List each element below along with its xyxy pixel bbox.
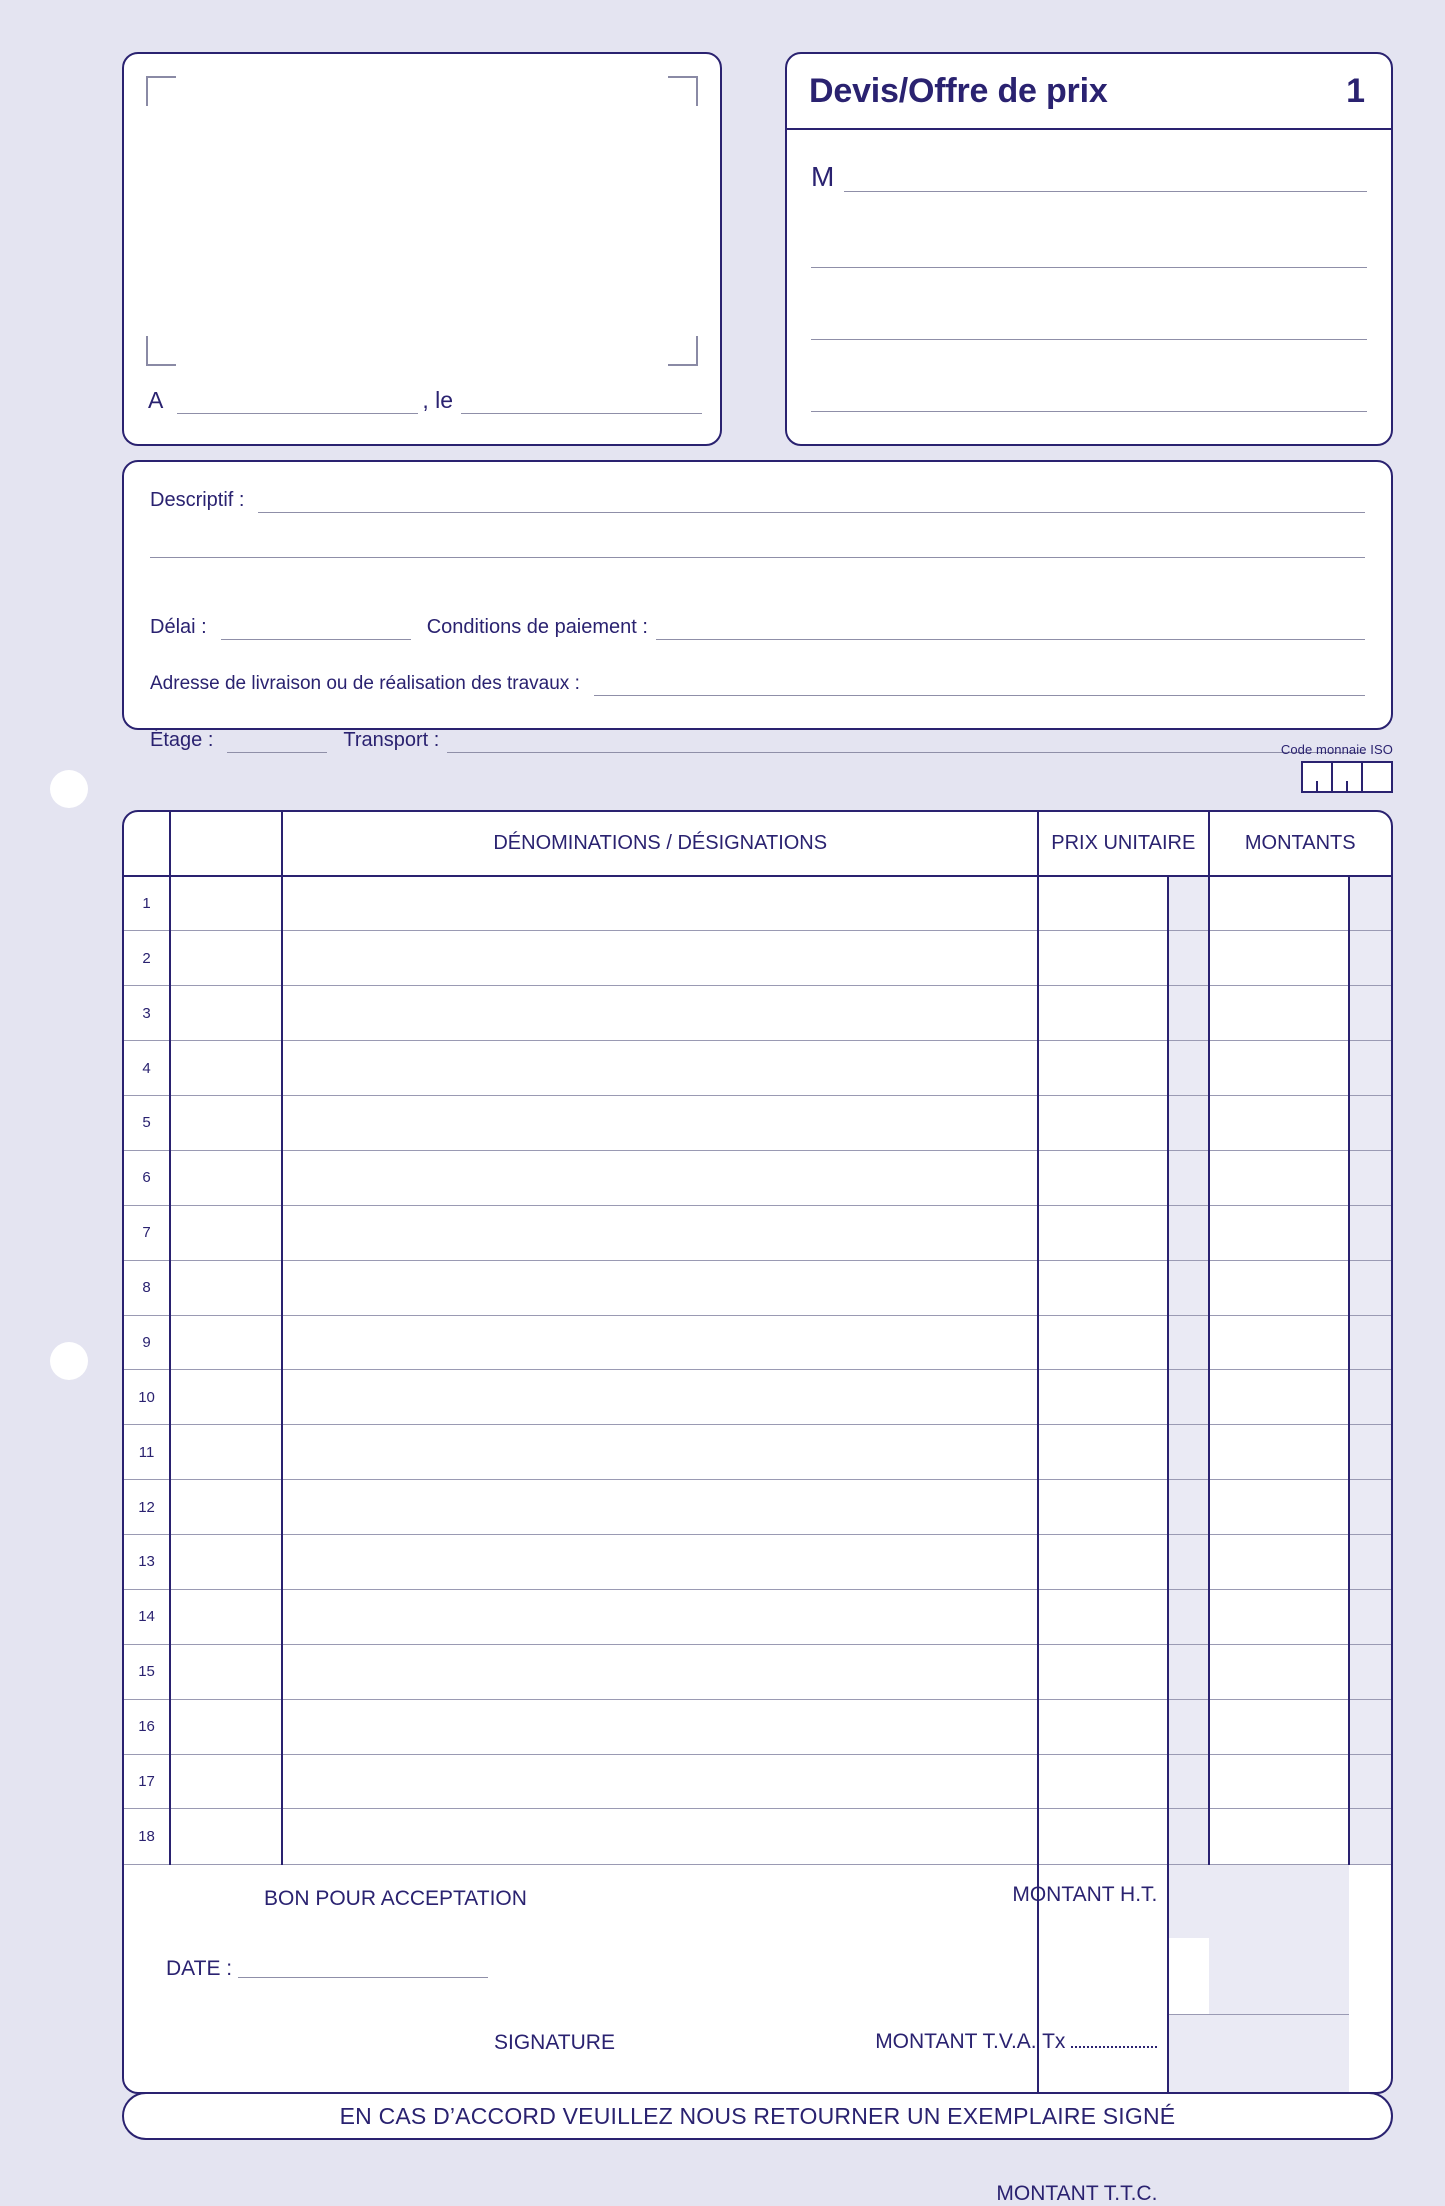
etage-input-line[interactable]: [227, 752, 327, 753]
cell-pu_c[interactable]: [1168, 1370, 1208, 1425]
header-montants: MONTANTS: [1209, 812, 1392, 876]
table-row: [124, 1205, 1391, 1260]
cell-montant[interactable]: [1209, 876, 1349, 931]
cell-pu_c[interactable]: [1168, 1754, 1208, 1809]
montant-ht-value[interactable]: [1168, 1864, 1208, 1938]
cell-montant_c[interactable]: [1349, 876, 1391, 931]
cell-pu_c[interactable]: [1168, 1425, 1208, 1480]
cell-pu[interactable]: [1038, 1096, 1168, 1151]
cell-designation[interactable]: [282, 986, 1038, 1041]
montant-ttc-label-cell: [996, 2014, 1168, 2205]
customer-address-box[interactable]: [122, 52, 722, 446]
cell-designation[interactable]: [282, 931, 1038, 986]
cell-designation[interactable]: [282, 1809, 1038, 1864]
row-number: 14: [124, 1589, 170, 1644]
corner-mark-bottom-left-icon: [146, 336, 176, 366]
etage-label: Étage :: [150, 729, 214, 751]
place-label: A: [148, 387, 164, 413]
cell-qty[interactable]: [170, 1260, 282, 1315]
cell-designation[interactable]: [282, 1260, 1038, 1315]
cell-pu[interactable]: [1038, 1535, 1168, 1590]
recipient-first-row: [811, 130, 1367, 196]
cell-designation[interactable]: [282, 1370, 1038, 1425]
return-signed-copy-text: EN CAS D’ACCORD VEUILLEZ NOUS RETOURNER UN EXEMPLAIRE SIGNÉ: [339, 2102, 1176, 2129]
cell-pu[interactable]: [1038, 1315, 1168, 1370]
row-number: 16: [124, 1699, 170, 1754]
cell-qty[interactable]: [170, 931, 282, 986]
cell-qty[interactable]: [170, 1480, 282, 1535]
table-row: [124, 1589, 1391, 1644]
cell-montant_c[interactable]: [1349, 1370, 1391, 1425]
montant-tva-value[interactable]: [1168, 1938, 1208, 2014]
cell-montant[interactable]: [1209, 1425, 1349, 1480]
cell-qty[interactable]: [170, 1809, 282, 1864]
date-row: [166, 1957, 488, 1981]
table-row: [124, 1809, 1391, 1864]
recipient-area: [787, 130, 1391, 444]
table-row: [124, 1260, 1391, 1315]
header-designations: DÉNOMINATIONS / DÉSIGNATIONS: [282, 812, 1038, 876]
cell-designation[interactable]: [282, 1041, 1038, 1096]
cell-qty[interactable]: [170, 1644, 282, 1699]
civility-label: M: [811, 161, 835, 192]
table-row: [124, 1644, 1391, 1699]
bon-pour-acceptation-label: BON POUR ACCEPTATION: [264, 1886, 527, 1910]
cell-qty[interactable]: [170, 1096, 282, 1151]
cell-pu[interactable]: [1038, 1425, 1168, 1480]
delai-conditions-row: [150, 617, 1365, 640]
cell-montant_c[interactable]: [1349, 1809, 1391, 1864]
cell-montant[interactable]: [1209, 1150, 1349, 1205]
cell-pu[interactable]: [1038, 1809, 1168, 1864]
cell-designation[interactable]: [282, 876, 1038, 931]
cell-montant[interactable]: [1209, 1041, 1349, 1096]
etage-transport-row: [150, 730, 1365, 753]
montant-ttc-value[interactable]: [1168, 2014, 1208, 2092]
cell-pu[interactable]: [1038, 876, 1168, 931]
copy-number: 1: [1346, 71, 1365, 110]
cell-qty[interactable]: [170, 1370, 282, 1425]
cell-pu_c[interactable]: [1168, 1644, 1208, 1699]
cell-pu_c[interactable]: [1168, 1589, 1208, 1644]
place-input-line[interactable]: [177, 413, 418, 414]
corner-mark-top-right-icon: [668, 76, 698, 106]
row-number: 5: [124, 1096, 170, 1151]
cell-montant[interactable]: [1209, 986, 1349, 1041]
date-input-line[interactable]: [461, 413, 702, 414]
montant-ttc-label: MONTANT T.T.C.: [996, 2182, 1158, 2205]
cell-designation[interactable]: [282, 1205, 1038, 1260]
adresse-livraison-row: [150, 674, 1365, 696]
cell-pu_c[interactable]: [1168, 931, 1208, 986]
conditions-input-line[interactable]: [656, 639, 1365, 640]
cell-designation[interactable]: [282, 1535, 1038, 1590]
row-number: 8: [124, 1260, 170, 1315]
cell-pu[interactable]: [1038, 1644, 1168, 1699]
header-prix-unitaire: PRIX UNITAIRE: [1038, 812, 1208, 876]
cell-montant_c[interactable]: [1349, 1150, 1391, 1205]
cell-montant[interactable]: [1209, 1809, 1349, 1864]
recipient-name-line[interactable]: [844, 191, 1367, 192]
cell-designation[interactable]: [282, 1150, 1038, 1205]
cell-qty[interactable]: [170, 1205, 282, 1260]
cell-designation[interactable]: [282, 1754, 1038, 1809]
cell-montant[interactable]: [1209, 1644, 1349, 1699]
cell-pu_c[interactable]: [1168, 1315, 1208, 1370]
date-separator-label: , le: [422, 387, 454, 413]
cell-montant[interactable]: [1209, 1260, 1349, 1315]
corner-mark-bottom-right-icon: [668, 336, 698, 366]
row-number: 9: [124, 1315, 170, 1370]
cell-montant[interactable]: [1209, 1589, 1349, 1644]
cell-pu[interactable]: [1038, 1041, 1168, 1096]
montant-ht-label: MONTANT H.T.: [1012, 1882, 1158, 1906]
row-number: 7: [124, 1205, 170, 1260]
cell-qty[interactable]: [170, 1699, 282, 1754]
montant-ttc-cents[interactable]: [1209, 2014, 1349, 2092]
cell-pu[interactable]: [1038, 1754, 1168, 1809]
cell-pu[interactable]: [1038, 1150, 1168, 1205]
descriptif-input-line-1[interactable]: [258, 512, 1365, 513]
row-number: 1: [124, 876, 170, 931]
cell-pu[interactable]: [1038, 1699, 1168, 1754]
date-label: DATE :: [166, 1956, 233, 1980]
cell-montant_c[interactable]: [1349, 1754, 1391, 1809]
adresse-livraison-label: Adresse de livraison ou de réalisation des travaux :: [150, 673, 580, 694]
cell-montant[interactable]: [1209, 1315, 1349, 1370]
cell-montant_c[interactable]: [1349, 1260, 1391, 1315]
cell-pu_c[interactable]: [1168, 1699, 1208, 1754]
table-row: [124, 1754, 1391, 1809]
recipient-line-3[interactable]: [811, 340, 1367, 412]
code-monnaie-label: Code monnaie ISO: [1280, 742, 1393, 757]
cell-designation[interactable]: [282, 1699, 1038, 1754]
cell-qty[interactable]: [170, 1041, 282, 1096]
cell-montant_c[interactable]: [1349, 986, 1391, 1041]
cell-pu[interactable]: [1038, 1370, 1168, 1425]
cell-montant[interactable]: [1209, 931, 1349, 986]
table-row: [124, 1480, 1391, 1535]
delai-label: Délai :: [150, 616, 207, 638]
row-number: 17: [124, 1754, 170, 1809]
cell-pu[interactable]: [1038, 1260, 1168, 1315]
row-number: 12: [124, 1480, 170, 1535]
cell-designation[interactable]: [282, 1315, 1038, 1370]
row-number: 13: [124, 1535, 170, 1590]
table-header-row: [124, 812, 1391, 876]
acceptance-area: [124, 1864, 1038, 2092]
cell-pu[interactable]: [1038, 1205, 1168, 1260]
recipient-line-2[interactable]: [811, 268, 1367, 340]
row-number: 18: [124, 1809, 170, 1864]
montant-tva-label-cell: [875, 1938, 1168, 2053]
cell-designation[interactable]: [282, 1425, 1038, 1480]
transport-label: Transport :: [343, 729, 440, 751]
montant-ht-label-cell: [1012, 1864, 1168, 1938]
cell-pu_c[interactable]: [1168, 1205, 1208, 1260]
table-row: [124, 876, 1391, 931]
table-row: [124, 1425, 1391, 1480]
code-monnaie-char-3[interactable]: [1363, 763, 1391, 791]
row-number: 2: [124, 931, 170, 986]
cell-pu_c[interactable]: [1168, 1480, 1208, 1535]
montant-ht-cents[interactable]: [1209, 1864, 1349, 1938]
row-number: 6: [124, 1150, 170, 1205]
cell-designation[interactable]: [282, 1480, 1038, 1535]
cell-pu[interactable]: [1038, 1480, 1168, 1535]
adresse-livraison-input-line[interactable]: [594, 695, 1365, 696]
title-bar: [787, 54, 1391, 130]
cell-qty[interactable]: [170, 1589, 282, 1644]
title-and-recipient-box: [785, 52, 1393, 446]
row-number: 11: [124, 1425, 170, 1480]
cell-qty[interactable]: [170, 1754, 282, 1809]
cell-montant[interactable]: [1209, 1370, 1349, 1425]
cell-pu_c[interactable]: [1168, 1535, 1208, 1590]
punch-hole-bottom: [50, 1342, 88, 1380]
table-row: [124, 1315, 1391, 1370]
cell-montant_c[interactable]: [1349, 1205, 1391, 1260]
cell-qty[interactable]: [170, 1535, 282, 1590]
cell-pu_c[interactable]: [1168, 986, 1208, 1041]
cell-pu_c[interactable]: [1168, 876, 1208, 931]
cell-montant[interactable]: [1209, 1699, 1349, 1754]
row-number: 3: [124, 986, 170, 1041]
page-title: Devis/Offre de prix: [809, 71, 1108, 110]
recipient-line-1[interactable]: [811, 196, 1367, 268]
cell-qty[interactable]: [170, 986, 282, 1041]
table-row: [124, 1699, 1391, 1754]
table-row: [124, 1096, 1391, 1151]
cell-pu_c[interactable]: [1168, 1096, 1208, 1151]
cell-montant_c[interactable]: [1349, 1425, 1391, 1480]
cell-pu_c[interactable]: [1168, 1041, 1208, 1096]
table-row: [124, 1041, 1391, 1096]
cell-pu_c[interactable]: [1168, 1260, 1208, 1315]
cell-montant[interactable]: [1209, 1480, 1349, 1535]
cell-montant_c[interactable]: [1349, 1699, 1391, 1754]
table-row: [124, 931, 1391, 986]
header-row-number: [124, 812, 170, 876]
cell-montant[interactable]: [1209, 1754, 1349, 1809]
cell-montant[interactable]: [1209, 1535, 1349, 1590]
descriptif-input-line-2[interactable]: [150, 557, 1365, 558]
code-monnaie-char-1[interactable]: [1303, 763, 1333, 791]
cell-montant_c[interactable]: [1349, 1535, 1391, 1590]
return-signed-copy-banner: [122, 2092, 1393, 2140]
cell-designation[interactable]: [282, 1644, 1038, 1699]
place-and-date-row: [148, 384, 702, 414]
line-items-body: [124, 876, 1391, 1864]
cell-pu_c[interactable]: [1168, 1809, 1208, 1864]
header-quantity: [170, 812, 282, 876]
cell-pu[interactable]: [1038, 1589, 1168, 1644]
totals-section-row: [124, 1864, 1391, 1938]
cell-designation[interactable]: [282, 1096, 1038, 1151]
table-row: [124, 1535, 1391, 1590]
row-number: 4: [124, 1041, 170, 1096]
row-number: 15: [124, 1644, 170, 1699]
cell-qty[interactable]: [170, 1150, 282, 1205]
corner-mark-top-left-icon: [146, 76, 176, 106]
montant-tva-cents[interactable]: [1209, 1938, 1349, 2014]
cell-montant_c[interactable]: [1349, 1589, 1391, 1644]
transport-input-line[interactable]: [447, 752, 1365, 753]
conditions-label: Conditions de paiement :: [426, 616, 648, 638]
punch-hole-top: [50, 770, 88, 808]
row-number: 10: [124, 1370, 170, 1425]
date-input-line-acceptance[interactable]: [238, 1977, 488, 1978]
cell-montant_c[interactable]: [1349, 1096, 1391, 1151]
cell-montant[interactable]: [1209, 1096, 1349, 1151]
cell-pu[interactable]: [1038, 931, 1168, 986]
table-row: [124, 986, 1391, 1041]
delai-input-line[interactable]: [221, 639, 411, 640]
code-monnaie-input[interactable]: [1301, 761, 1393, 793]
cell-montant_c[interactable]: [1349, 931, 1391, 986]
cell-montant_c[interactable]: [1349, 1644, 1391, 1699]
cell-montant_c[interactable]: [1349, 1041, 1391, 1096]
descriptif-label: Descriptif :: [150, 489, 245, 511]
code-monnaie-iso: [1281, 742, 1393, 793]
table-row: [124, 1370, 1391, 1425]
cell-designation[interactable]: [282, 1589, 1038, 1644]
descriptif-row: [150, 490, 1365, 513]
montant-tva-text: MONTANT T.V.A. Tx: [875, 2030, 1066, 2053]
cell-qty[interactable]: [170, 1315, 282, 1370]
table-row: [124, 1150, 1391, 1205]
signature-label: SIGNATURE: [494, 2030, 615, 2054]
cell-qty[interactable]: [170, 1425, 282, 1480]
cell-montant[interactable]: [1209, 1205, 1349, 1260]
code-monnaie-char-2[interactable]: [1333, 763, 1363, 791]
cell-pu_c[interactable]: [1168, 1150, 1208, 1205]
cell-pu[interactable]: [1038, 986, 1168, 1041]
cell-montant_c[interactable]: [1349, 1315, 1391, 1370]
cell-montant_c[interactable]: [1349, 1480, 1391, 1535]
cell-qty[interactable]: [170, 876, 282, 931]
